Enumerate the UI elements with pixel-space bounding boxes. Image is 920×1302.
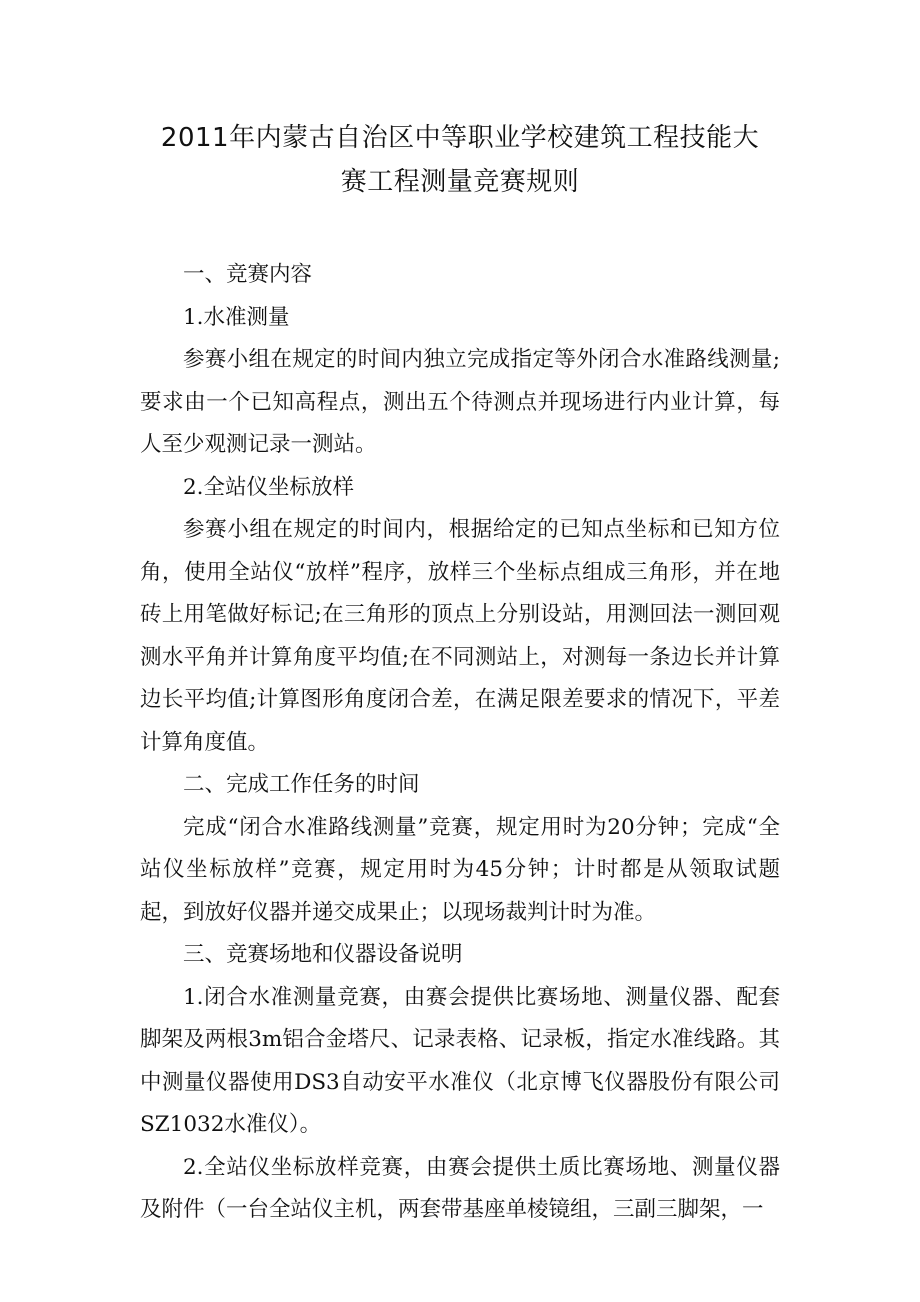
section-heading-2: 二、完成工作任务的时间 [183,772,420,797]
section-heading-3: 三、竞赛场地和仪器设备说明 [183,942,463,967]
title-line-1: 2011年内蒙古自治区中等职业学校建筑工程技能大 [160,123,760,153]
document-title [100,116,820,204]
document-body [140,254,780,1232]
subsection-heading-1-1: 1.水准测量 [183,304,290,330]
section-heading-1: 一、竞赛内容 [183,262,313,287]
paragraph-total-station: 参赛小组在规定的时间内，根据给定的已知点坐标和已知方位角，使用全站仪“放样”程序，放样三个坐标点组成三角形，并在地砖上用笔做好标记;在三角形的顶点上分别设站，用测回法一测回观测水平角并计算角度平均值;在不同测站上，对测每一条边长并计算边长平均值;计算图形角度闭合差，在满足限差要求的情况下，平差计算角度值。 [140,517,780,755]
paragraph-equipment-2: 2.全站仪坐标放样竞赛，由赛会提供土质比赛场地、测量仪器及附件（一台全站仪主机，两套带基座单棱镜组，三副三脚架，一 [140,1154,780,1222]
paragraph-time: 完成“闭合水准路线测量”竞赛，规定用时为20分钟；完成“全站仪坐标放样”竞赛，规定用时为45分钟；计时都是从领取试题起，到放好仪器并递交成果止；以现场裁判计时为准。 [140,814,780,925]
paragraph-equipment-1: 1.闭合水准测量竞赛，由赛会提供比赛场地、测量仪器、配套脚架及两根3m铝合金塔尺、记录表格、记录板，指定水准线路。其中测量仪器使用DS3自动安平水准仪（北京博飞仪器股份有限公司 SZ1032水准仪）。 [140,984,780,1137]
paragraph-leveling: 参赛小组在规定的时间内独立完成指定等外闭合水准路线测量;要求由一个已知高程点，测出五个待测点并现场进行内业计算，每人至少观测记录一测站。 [140,347,780,457]
subsection-heading-1-2: 2.全站仪坐标放样 [183,474,355,500]
title-line-2: 赛工程测量竞赛规则 [340,167,580,197]
